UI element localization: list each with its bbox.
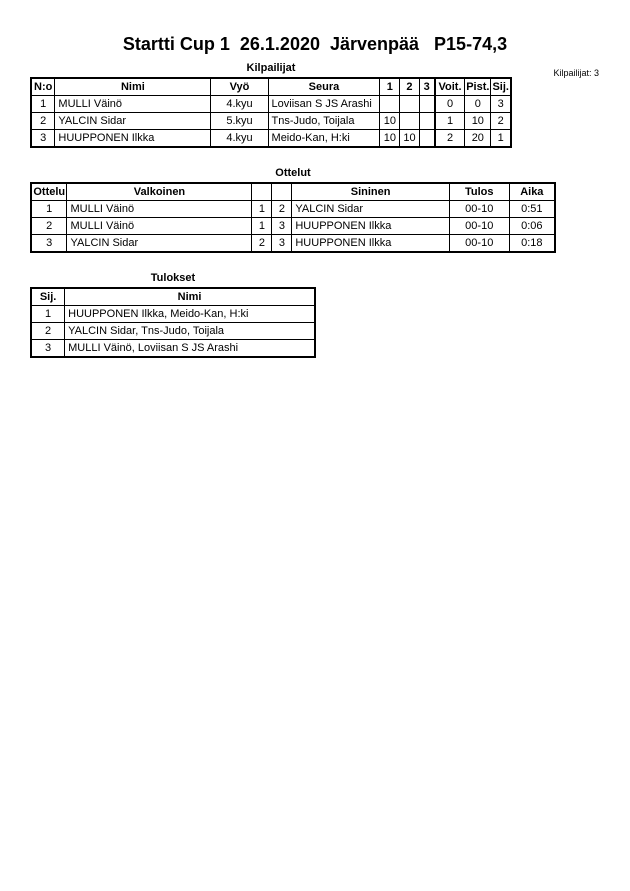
cell-place: 1 [31,306,65,323]
col-header-no: N:o [31,78,55,96]
cell-blue-name: HUUPPONEN Ilkka [292,218,450,235]
cell-match-no: 2 [31,218,67,235]
cell-name-club: YALCIN Sidar, Tns-Judo, Toijala [65,323,315,340]
cell-belt: 5.kyu [211,113,268,130]
col-header-time: Aika [509,183,555,201]
matches-section [30,167,556,253]
cell-match-no: 1 [31,201,67,218]
col-header-blue-no [272,183,292,201]
cell-points: 20 [465,130,491,148]
cell-name-club: HUUPPONEN Ilkka, Meido-Kan, H:ki [65,306,315,323]
cell-blue-no: 2 [272,201,292,218]
cell-place: 2 [491,113,511,130]
cell-belt: 4.kyu [211,130,268,148]
col-header-1: 1 [380,78,400,96]
cell-place: 3 [491,96,511,113]
cell-time: 0:06 [509,218,555,235]
cell-blue-name: YALCIN Sidar [292,201,450,218]
cell-score1: 10 [380,113,400,130]
table-row [31,235,555,253]
cell-name: YALCIN Sidar [55,113,211,130]
cell-wins: 0 [435,96,465,113]
cell-score2 [400,113,419,130]
results-page [0,0,630,358]
cell-club: Tns-Judo, Toijala [268,113,380,130]
cell-name: MULLI Väinö [55,96,211,113]
cell-club: Loviisan S JS Arashi [268,96,380,113]
table-row [31,201,555,218]
cell-time: 0:18 [509,235,555,253]
cell-score3 [419,130,435,148]
cell-result: 00-10 [449,201,509,218]
cell-score3 [419,96,435,113]
cell-name-club: MULLI Väinö, Loviisan S JS Arashi [65,340,315,358]
matches-heading: Ottelut [275,167,311,179]
competitor-count: Kilpailijat: 3 [553,68,599,78]
table-row [31,96,511,113]
cell-white-name: YALCIN Sidar [67,235,252,253]
page-title: Startti Cup 1 26.1.2020 Järvenpää P15-74,3 [122,34,508,54]
col-header-place: Sij. [31,288,65,306]
cell-result: 00-10 [449,235,509,253]
cell-place: 2 [31,323,65,340]
col-header-2: 2 [400,78,419,96]
col-header-name: Nimi [55,78,211,96]
competitors-table [30,77,512,148]
cell-score3 [419,113,435,130]
cell-place: 3 [31,340,65,358]
col-header-blue: Sininen [292,183,450,201]
cell-name: HUUPPONEN Ilkka [55,130,211,148]
cell-white-name: MULLI Väinö [67,218,252,235]
matches-table [30,182,556,253]
cell-points: 0 [465,96,491,113]
cell-score2: 10 [400,130,419,148]
cell-white-name: MULLI Väinö [67,201,252,218]
cell-blue-no: 3 [272,235,292,253]
col-header-points: Pist. [465,78,491,96]
cell-blue-name: HUUPPONEN Ilkka [292,235,450,253]
competitors-section [30,62,512,148]
cell-wins: 2 [435,130,465,148]
col-header-belt: Vyö [211,78,268,96]
results-header-row [31,288,315,306]
cell-match-no: 3 [31,235,67,253]
cell-wins: 1 [435,113,465,130]
results-section [30,272,316,358]
cell-no: 2 [31,113,55,130]
table-row [31,340,315,358]
col-header-3: 3 [419,78,435,96]
col-header-place: Sij. [491,78,511,96]
results-table [30,287,316,358]
col-header-white-no [252,183,272,201]
cell-result: 00-10 [449,218,509,235]
cell-white-no: 1 [252,201,272,218]
table-row [31,113,511,130]
col-header-result: Tulos [449,183,509,201]
competitors-header-row [31,78,511,96]
table-row [31,218,555,235]
cell-belt: 4.kyu [211,96,268,113]
matches-header-row [31,183,555,201]
table-row [31,130,511,148]
cell-no: 3 [31,130,55,148]
results-heading: Tulokset [150,272,196,284]
cell-points: 10 [465,113,491,130]
col-header-club: Seura [268,78,380,96]
table-row [31,323,315,340]
cell-score1: 10 [380,130,400,148]
cell-time: 0:51 [509,201,555,218]
table-row [31,306,315,323]
col-header-name: Nimi [65,288,315,306]
cell-score2 [400,96,419,113]
cell-blue-no: 3 [272,218,292,235]
cell-score1 [380,96,400,113]
col-header-match: Ottelu [31,183,67,201]
cell-place: 1 [491,130,511,148]
col-header-wins: Voit. [435,78,465,96]
competitors-heading: Kilpailijat [246,62,296,74]
cell-no: 1 [31,96,55,113]
cell-white-no: 1 [252,218,272,235]
cell-white-no: 2 [252,235,272,253]
col-header-white: Valkoinen [67,183,252,201]
cell-club: Meido-Kan, H:ki [268,130,380,148]
